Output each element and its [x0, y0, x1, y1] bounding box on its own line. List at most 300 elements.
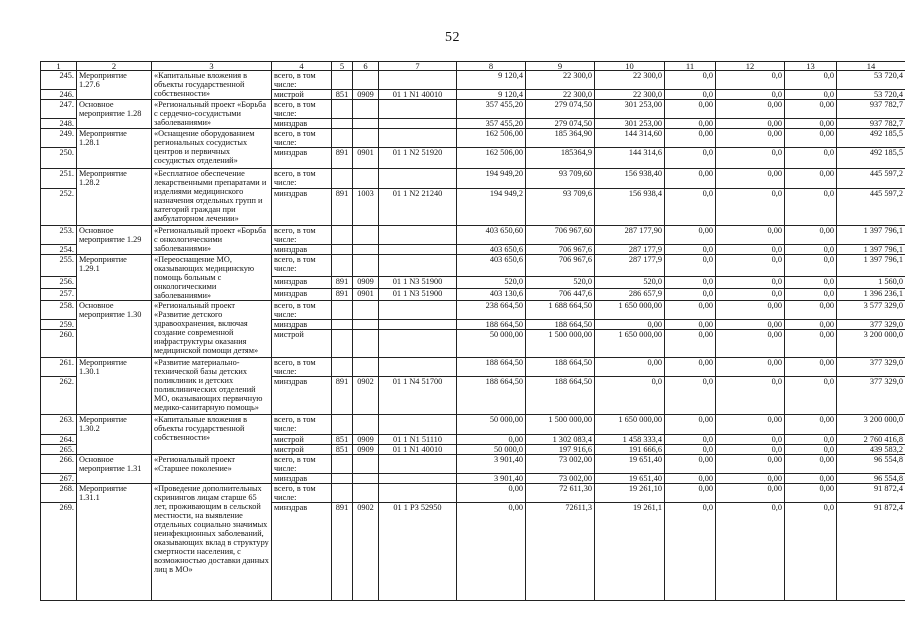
amount-cell: 96 554,8 — [837, 455, 905, 474]
amount-cell: 0,0 — [716, 255, 785, 277]
event-name: «Переоснащение МО, оказывающих медицинскую помощь больным с онкологическими заболеваниями» — [152, 255, 272, 301]
amount-cell: 188 664,50 — [457, 377, 526, 415]
amount-cell: 191 666,6 — [595, 445, 665, 455]
section-code: 0909 — [353, 90, 379, 100]
amount-cell: 403 650,60 — [457, 226, 526, 245]
amount-cell: 0,00 — [665, 320, 716, 330]
target-article-code — [379, 226, 457, 245]
row-number: 254. — [41, 245, 77, 255]
amount-cell: 0,0 — [785, 435, 837, 445]
row-number: 265. — [41, 445, 77, 455]
event-code: Основное мероприятие 1.30 — [77, 301, 152, 358]
amount-cell: 0,00 — [785, 320, 837, 330]
amount-cell: 1 688 664,50 — [526, 301, 595, 320]
amount-cell: 144 314,60 — [595, 129, 665, 148]
target-article-code — [379, 169, 457, 189]
ministry-code — [332, 255, 353, 277]
target-article-code — [379, 484, 457, 503]
amount-cell: 0,0 — [716, 90, 785, 100]
ministry-code: 851 — [332, 435, 353, 445]
event-code: Мероприятие 1.28.2 — [77, 169, 152, 226]
amount-cell: 9 120,4 — [457, 90, 526, 100]
amount-cell: 3 901,40 — [457, 455, 526, 474]
column-number: 11 — [665, 62, 716, 71]
section-code — [353, 474, 379, 484]
row-number: 248. — [41, 119, 77, 129]
event-code: Мероприятие 1.31.1 — [77, 484, 152, 601]
amount-cell: 93 709,6 — [526, 189, 595, 226]
amount-cell: 0,0 — [785, 289, 837, 301]
column-number: 9 — [526, 62, 595, 71]
amount-cell: 520,0 — [526, 277, 595, 289]
row-number: 258. — [41, 301, 77, 320]
amount-cell: 445 597,2 — [837, 189, 905, 226]
amount-cell: 0,0 — [716, 503, 785, 601]
amount-cell: 492 185,5 — [837, 148, 905, 169]
funding-source: минздрав — [272, 148, 332, 169]
section-code — [353, 119, 379, 129]
amount-cell: 144 314,6 — [595, 148, 665, 169]
funding-source: всего, в том числе: — [272, 169, 332, 189]
amount-cell: 0,0 — [716, 245, 785, 255]
event-name: «Региональный проект «Борьба с онкологическими заболеваниями» — [152, 226, 272, 255]
amount-cell: 0,0 — [716, 189, 785, 226]
amount-cell: 0,0 — [716, 445, 785, 455]
amount-cell: 286 657,9 — [595, 289, 665, 301]
amount-cell: 22 300,0 — [526, 90, 595, 100]
column-number: 7 — [379, 62, 457, 71]
amount-cell: 0,0 — [665, 503, 716, 601]
amount-cell: 0,0 — [716, 377, 785, 415]
amount-cell: 73 002,00 — [526, 474, 595, 484]
row-number: 249. — [41, 129, 77, 148]
funding-source: мистрой — [272, 435, 332, 445]
amount-cell: 287 177,9 — [595, 255, 665, 277]
section-code — [353, 358, 379, 377]
amount-cell: 0,0 — [595, 377, 665, 415]
ministry-code — [332, 245, 353, 255]
amount-cell: 279 074,50 — [526, 100, 595, 119]
amount-cell: 377 329,0 — [837, 377, 905, 415]
amount-cell: 0,00 — [665, 129, 716, 148]
funding-source: всего, в том числе: — [272, 415, 332, 435]
section-code — [353, 100, 379, 119]
section-code — [353, 330, 379, 358]
table-row — [41, 484, 905, 503]
section-code: 0909 — [353, 277, 379, 289]
row-number: 259. — [41, 320, 77, 330]
amount-cell: 0,0 — [665, 277, 716, 289]
amount-cell: 0,0 — [665, 377, 716, 415]
funding-source: минздрав — [272, 277, 332, 289]
amount-cell: 0,00 — [665, 330, 716, 358]
row-number: 256. — [41, 277, 77, 289]
amount-cell: 0,00 — [665, 169, 716, 189]
event-code: Мероприятие 1.30.2 — [77, 415, 152, 455]
amount-cell: 50 000,00 — [457, 415, 526, 435]
table-body — [41, 62, 905, 601]
event-code: Мероприятие 1.28.1 — [77, 129, 152, 169]
amount-cell: 0,0 — [785, 277, 837, 289]
amount-cell: 1 397 796,1 — [837, 255, 905, 277]
amount-cell: 188 664,50 — [526, 358, 595, 377]
event-name: «Региональный проект «Старшее поколение» — [152, 455, 272, 484]
row-number: 268. — [41, 484, 77, 503]
amount-cell: 0,00 — [457, 484, 526, 503]
amount-cell: 0,0 — [785, 445, 837, 455]
table-row — [41, 301, 905, 320]
amount-cell: 1 500 000,00 — [526, 415, 595, 435]
amount-cell: 0,00 — [785, 415, 837, 435]
amount-cell: 0,0 — [665, 289, 716, 301]
row-number: 252. — [41, 189, 77, 226]
column-number: 1 — [41, 62, 77, 71]
amount-cell: 22 300,0 — [526, 71, 595, 90]
table-row — [41, 415, 905, 435]
row-number: 257. — [41, 289, 77, 301]
funding-source: минздрав — [272, 474, 332, 484]
event-code: Мероприятие 1.30.1 — [77, 358, 152, 415]
row-number: 247. — [41, 100, 77, 119]
amount-cell: 19 261,1 — [595, 503, 665, 601]
ministry-code — [332, 358, 353, 377]
amount-cell: 1 500 000,00 — [526, 330, 595, 358]
event-name: «Капитальные вложения в объекты государственной собственности» — [152, 415, 272, 455]
amount-cell: 279 074,50 — [526, 119, 595, 129]
amount-cell: 197 916,6 — [526, 445, 595, 455]
column-number: 6 — [353, 62, 379, 71]
row-number: 266. — [41, 455, 77, 474]
amount-cell: 185 364,90 — [526, 129, 595, 148]
amount-cell: 0,0 — [785, 503, 837, 601]
amount-cell: 1 397 796,1 — [837, 226, 905, 245]
amount-cell: 1 650 000,00 — [595, 330, 665, 358]
table-row — [41, 169, 905, 189]
section-code — [353, 71, 379, 90]
column-numbers-row — [41, 62, 905, 71]
table-row — [41, 455, 905, 474]
column-number: 14 — [837, 62, 905, 71]
amount-cell: 1 397 796,1 — [837, 245, 905, 255]
amount-cell: 0,00 — [785, 129, 837, 148]
amount-cell: 91 872,4 — [837, 484, 905, 503]
target-article-code: 01 1 P3 52950 — [379, 503, 457, 601]
amount-cell: 0,00 — [716, 320, 785, 330]
amount-cell: 0,00 — [785, 330, 837, 358]
funding-source: минздрав — [272, 289, 332, 301]
table-row — [41, 129, 905, 148]
amount-cell: 0,0 — [785, 71, 837, 90]
target-article-code — [379, 301, 457, 320]
target-article-code: 01 1 N3 51900 — [379, 277, 457, 289]
target-article-code — [379, 129, 457, 148]
amount-cell: 0,0 — [785, 377, 837, 415]
funding-source: минздрав — [272, 503, 332, 601]
ministry-code — [332, 301, 353, 320]
section-code — [353, 129, 379, 148]
row-number: 261. — [41, 358, 77, 377]
table-row — [41, 255, 905, 277]
amount-cell: 0,0 — [665, 255, 716, 277]
amount-cell: 1 560,0 — [837, 277, 905, 289]
target-article-code — [379, 320, 457, 330]
section-code — [353, 484, 379, 503]
amount-cell: 301 253,00 — [595, 119, 665, 129]
amount-cell: 2 760 416,8 — [837, 435, 905, 445]
funding-source: всего, в том числе: — [272, 455, 332, 474]
amount-cell: 22 300,0 — [595, 90, 665, 100]
amount-cell: 706 967,6 — [526, 245, 595, 255]
amount-cell: 0,00 — [665, 455, 716, 474]
amount-cell: 0,0 — [785, 189, 837, 226]
page-number: 52 — [445, 30, 460, 45]
target-article-code — [379, 119, 457, 129]
event-code: Мероприятие 1.27.6 — [77, 71, 152, 100]
section-code: 0909 — [353, 435, 379, 445]
ministry-code — [332, 415, 353, 435]
row-number: 269. — [41, 503, 77, 601]
target-article-code: 01 1 N2 51920 — [379, 148, 457, 169]
amount-cell: 72 611,30 — [526, 484, 595, 503]
row-number: 255. — [41, 255, 77, 277]
amount-cell: 0,0 — [785, 245, 837, 255]
amount-cell: 0,00 — [665, 119, 716, 129]
amount-cell: 0,00 — [716, 455, 785, 474]
amount-cell: 445 597,2 — [837, 169, 905, 189]
section-code — [353, 320, 379, 330]
ministry-code — [332, 474, 353, 484]
amount-cell: 0,00 — [785, 119, 837, 129]
amount-cell: 0,00 — [716, 358, 785, 377]
event-name: «Проведение дополнительных скринингов лицам старше 65 лет, проживающим в сельской местности, на выявление отдельных социально значимых неинфекционных заболеваний, оказывающих вклад в структуру смертности населения, с возможностью доставки данных лиц в МО» — [152, 484, 272, 601]
amount-cell: 0,00 — [785, 226, 837, 245]
amount-cell: 0,00 — [665, 358, 716, 377]
funding-source: минздрав — [272, 119, 332, 129]
section-code — [353, 415, 379, 435]
section-code: 1003 — [353, 189, 379, 226]
row-number: 260. — [41, 330, 77, 358]
amount-cell: 0,00 — [716, 415, 785, 435]
amount-cell: 0,00 — [716, 119, 785, 129]
amount-cell: 0,00 — [665, 100, 716, 119]
event-code: Основное мероприятие 1.28 — [77, 100, 152, 129]
amount-cell: 9 120,4 — [457, 71, 526, 90]
target-article-code — [379, 358, 457, 377]
amount-cell: 1 650 000,00 — [595, 415, 665, 435]
ministry-code — [332, 129, 353, 148]
row-number: 250. — [41, 148, 77, 169]
amount-cell: 50 000,0 — [457, 445, 526, 455]
amount-cell: 1 458 333,4 — [595, 435, 665, 445]
amount-cell: 93 709,60 — [526, 169, 595, 189]
column-number: 10 — [595, 62, 665, 71]
amount-cell: 0,00 — [785, 474, 837, 484]
amount-cell: 0,00 — [716, 226, 785, 245]
amount-cell: 0,00 — [785, 455, 837, 474]
amount-cell: 0,00 — [716, 484, 785, 503]
section-code: 0902 — [353, 503, 379, 601]
amount-cell: 0,0 — [665, 90, 716, 100]
target-article-code — [379, 474, 457, 484]
column-number: 5 — [332, 62, 353, 71]
target-article-code — [379, 71, 457, 90]
funding-source: минздрав — [272, 320, 332, 330]
funding-source: мистрой — [272, 330, 332, 358]
amount-cell: 19 651,40 — [595, 455, 665, 474]
funding-source: минздрав — [272, 245, 332, 255]
table-row — [41, 226, 905, 245]
amount-cell: 0,00 — [665, 415, 716, 435]
amount-cell: 188 664,50 — [526, 320, 595, 330]
event-code: Основное мероприятие 1.31 — [77, 455, 152, 484]
amount-cell: 0,00 — [785, 301, 837, 320]
amount-cell: 91 872,4 — [837, 503, 905, 601]
amount-cell: 301 253,00 — [595, 100, 665, 119]
ministry-code — [332, 119, 353, 129]
amount-cell: 0,0 — [665, 245, 716, 255]
amount-cell: 0,00 — [665, 301, 716, 320]
amount-cell: 73 002,00 — [526, 455, 595, 474]
amount-cell: 1 302 083,4 — [526, 435, 595, 445]
row-number: 246. — [41, 90, 77, 100]
amount-cell: 287 177,90 — [595, 226, 665, 245]
event-name: «Региональный проект «Борьба с сердечно-сосудистыми заболеваниями» — [152, 100, 272, 129]
amount-cell: 937 782,7 — [837, 100, 905, 119]
funding-source: минздрав — [272, 189, 332, 226]
funding-source: всего, в том числе: — [272, 71, 332, 90]
amount-cell: 0,00 — [665, 226, 716, 245]
funding-source: мистрой — [272, 445, 332, 455]
amount-cell: 0,00 — [595, 320, 665, 330]
amount-cell: 0,0 — [665, 148, 716, 169]
event-code: Основное мероприятие 1.29 — [77, 226, 152, 255]
ministry-code — [332, 226, 353, 245]
amount-cell: 492 185,5 — [837, 129, 905, 148]
target-article-code — [379, 245, 457, 255]
ministry-code — [332, 71, 353, 90]
amount-cell: 439 583,2 — [837, 445, 905, 455]
amount-cell: 156 938,40 — [595, 169, 665, 189]
row-number: 253. — [41, 226, 77, 245]
amount-cell: 357 455,20 — [457, 100, 526, 119]
amount-cell: 0,00 — [785, 169, 837, 189]
section-code — [353, 169, 379, 189]
amount-cell: 194 949,2 — [457, 189, 526, 226]
column-number: 2 — [77, 62, 152, 71]
target-article-code — [379, 330, 457, 358]
amount-cell: 0,00 — [595, 358, 665, 377]
amount-cell: 19 261,10 — [595, 484, 665, 503]
amount-cell: 156 938,4 — [595, 189, 665, 226]
funding-source: всего, в том числе: — [272, 129, 332, 148]
target-article-code — [379, 255, 457, 277]
target-article-code — [379, 415, 457, 435]
amount-cell: 0,0 — [785, 255, 837, 277]
column-number: 8 — [457, 62, 526, 71]
section-code — [353, 301, 379, 320]
event-name: «Оснащение оборудованием региональных сосудистых центров и первичных сосудистых отделений» — [152, 129, 272, 169]
amount-cell: 0,00 — [665, 474, 716, 484]
ministry-code: 891 — [332, 189, 353, 226]
section-code: 0902 — [353, 377, 379, 415]
ministry-code — [332, 320, 353, 330]
column-number: 13 — [785, 62, 837, 71]
amount-cell: 0,0 — [665, 435, 716, 445]
ministry-code — [332, 455, 353, 474]
column-number: 12 — [716, 62, 785, 71]
amount-cell: 1 396 236,1 — [837, 289, 905, 301]
amount-cell: 0,0 — [716, 289, 785, 301]
amount-cell: 96 554,8 — [837, 474, 905, 484]
section-code: 0901 — [353, 148, 379, 169]
ministry-code: 891 — [332, 289, 353, 301]
funding-source: всего, в том числе: — [272, 255, 332, 277]
target-article-code: 01 1 N2 21240 — [379, 189, 457, 226]
ministry-code: 851 — [332, 445, 353, 455]
target-article-code — [379, 455, 457, 474]
amount-cell: 706 967,60 — [526, 226, 595, 245]
amount-cell: 520,0 — [595, 277, 665, 289]
funding-source: минздрав — [272, 377, 332, 415]
ministry-code — [332, 484, 353, 503]
amount-cell: 188 664,50 — [457, 320, 526, 330]
amount-cell: 377 329,0 — [837, 358, 905, 377]
ministry-code — [332, 100, 353, 119]
funding-source: всего, в том числе: — [272, 358, 332, 377]
amount-cell: 0,00 — [665, 484, 716, 503]
amount-cell: 0,00 — [716, 169, 785, 189]
section-code — [353, 455, 379, 474]
target-article-code — [379, 100, 457, 119]
amount-cell: 3 200 000,0 — [837, 415, 905, 435]
amount-cell: 0,00 — [716, 330, 785, 358]
funding-source: мистрой — [272, 90, 332, 100]
amount-cell: 0,00 — [716, 474, 785, 484]
amount-cell: 403 130,6 — [457, 289, 526, 301]
table-row — [41, 71, 905, 90]
amount-cell: 185364,9 — [526, 148, 595, 169]
target-article-code: 01 1 N1 40010 — [379, 90, 457, 100]
ministry-code: 891 — [332, 277, 353, 289]
amount-cell: 287 177,9 — [595, 245, 665, 255]
event-code: Мероприятие 1.29.1 — [77, 255, 152, 301]
event-name: «Бесплатное обеспечение лекарственными препаратами и изделиями медицинского назначения отдельных групп и категорий граждан при амбулаторном лечении» — [152, 169, 272, 226]
amount-cell: 3 200 000,0 — [837, 330, 905, 358]
amount-cell: 162 506,00 — [457, 148, 526, 169]
amount-cell: 0,00 — [785, 484, 837, 503]
row-number: 263. — [41, 415, 77, 435]
amount-cell: 19 651,40 — [595, 474, 665, 484]
amount-cell: 0,0 — [665, 71, 716, 90]
amount-cell: 0,00 — [716, 100, 785, 119]
target-article-code: 01 1 N4 51700 — [379, 377, 457, 415]
amount-cell: 0,0 — [716, 435, 785, 445]
amount-cell: 50 000,00 — [457, 330, 526, 358]
amount-cell: 3 901,40 — [457, 474, 526, 484]
budget-table — [40, 61, 905, 601]
amount-cell: 0,00 — [785, 358, 837, 377]
amount-cell: 162 506,00 — [457, 129, 526, 148]
amount-cell: 0,0 — [665, 189, 716, 226]
funding-source: всего, в том числе: — [272, 301, 332, 320]
amount-cell: 0,0 — [785, 90, 837, 100]
amount-cell: 0,00 — [457, 503, 526, 601]
column-number: 4 — [272, 62, 332, 71]
amount-cell: 937 782,7 — [837, 119, 905, 129]
amount-cell: 403 650,6 — [457, 255, 526, 277]
amount-cell: 72611,3 — [526, 503, 595, 601]
amount-cell: 53 720,4 — [837, 90, 905, 100]
